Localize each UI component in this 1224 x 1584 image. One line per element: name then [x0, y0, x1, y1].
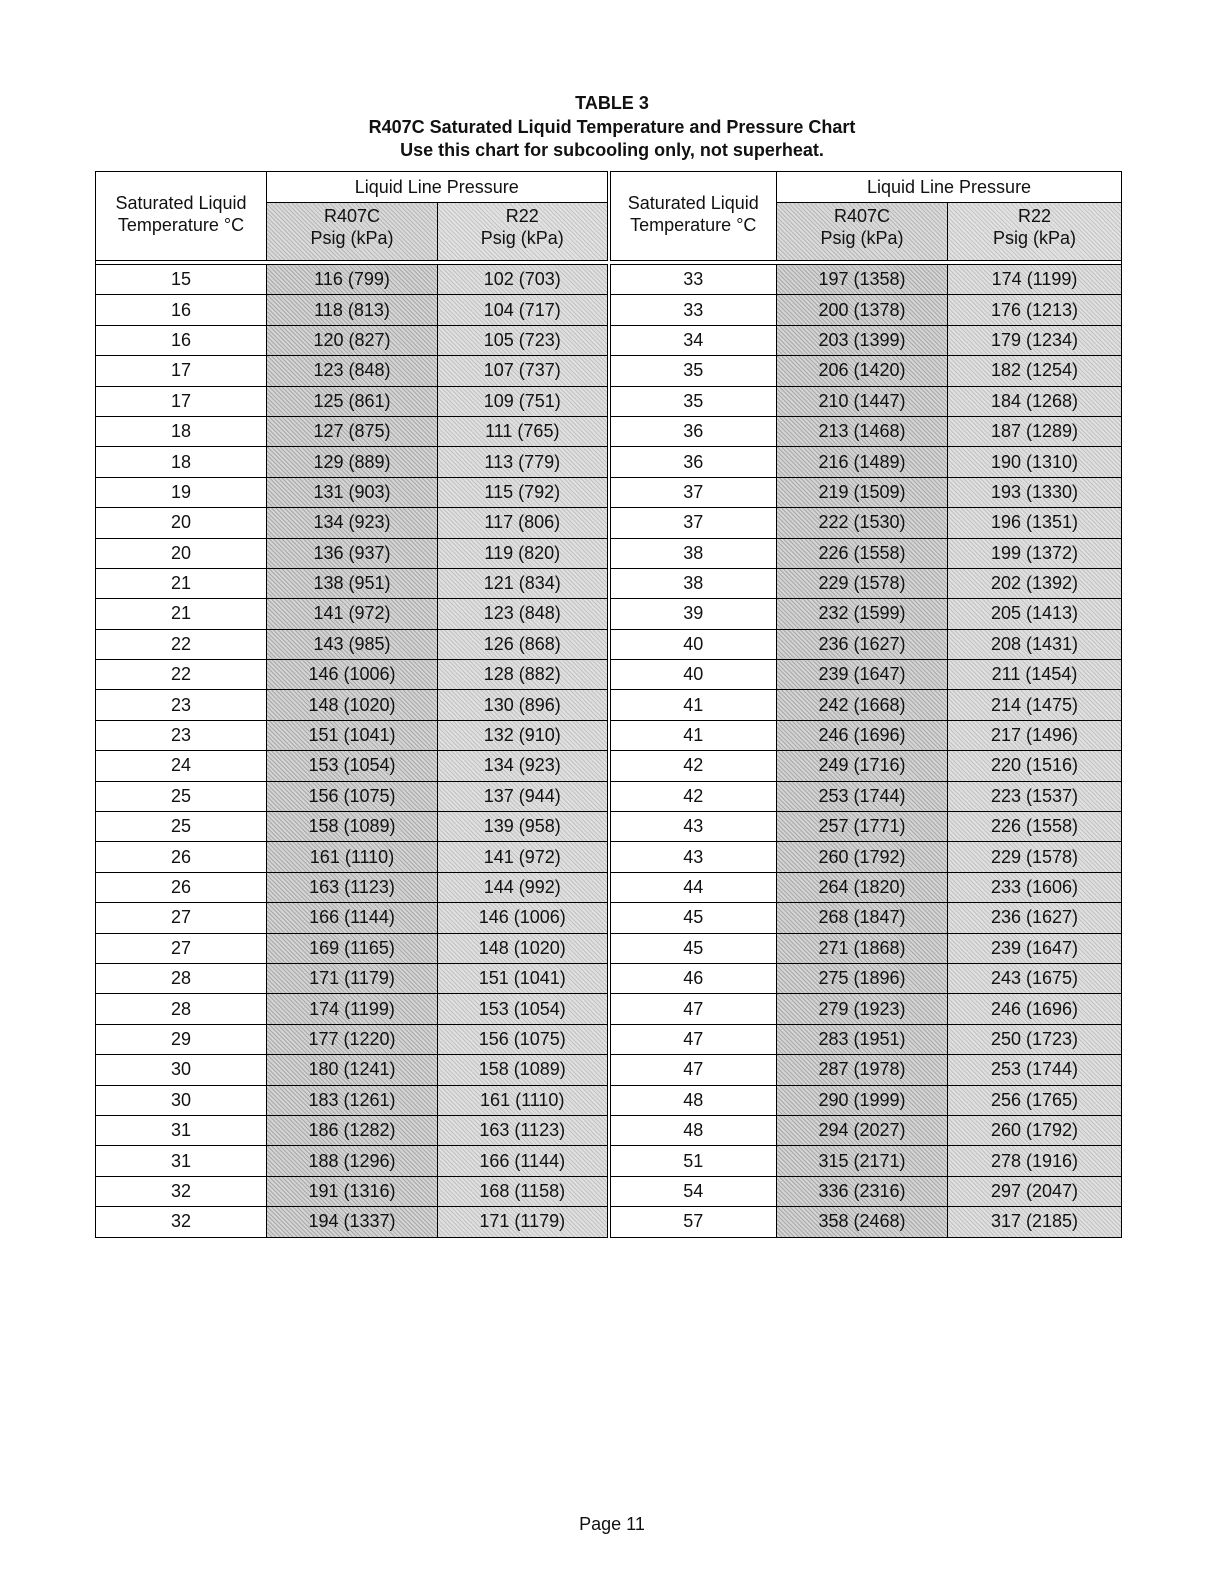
r22-right-cell: 217 (1496)	[948, 720, 1122, 750]
r22-right-cell: 317 (2185)	[948, 1207, 1122, 1237]
r22-left-cell: 117 (806)	[438, 508, 609, 538]
header-r407c-label: R407C	[834, 206, 891, 226]
header-temp-line1: Saturated Liquid	[115, 193, 247, 213]
r407c-left-cell: 136 (937)	[267, 538, 438, 568]
temp-right-cell: 34	[609, 325, 777, 355]
temp-right-cell: 40	[609, 660, 777, 690]
table-row	[96, 1176, 1122, 1206]
header-temperature-left	[96, 172, 267, 261]
r22-left-cell: 148 (1020)	[438, 933, 609, 963]
r407c-left-cell: 194 (1337)	[267, 1207, 438, 1237]
r22-left-cell: 121 (834)	[438, 568, 609, 598]
table-row	[96, 842, 1122, 872]
r22-left-cell: 151 (1041)	[438, 963, 609, 993]
r22-left-cell: 102 (703)	[438, 265, 609, 295]
header-r407c-unit: Psig (kPa)	[310, 228, 394, 248]
header-temperature-right	[609, 172, 777, 261]
temp-left-cell: 15	[96, 265, 267, 295]
temp-right-cell: 42	[609, 751, 777, 781]
r22-right-cell: 226 (1558)	[948, 812, 1122, 842]
temp-right-cell: 41	[609, 690, 777, 720]
r22-left-cell: 163 (1123)	[438, 1115, 609, 1145]
r22-left-cell: 107 (737)	[438, 356, 609, 386]
r407c-right-cell: 358 (2468)	[777, 1207, 948, 1237]
r407c-right-cell: 294 (2027)	[777, 1115, 948, 1145]
r407c-left-cell: 183 (1261)	[267, 1085, 438, 1115]
table-row	[96, 660, 1122, 690]
r22-right-cell: 260 (1792)	[948, 1115, 1122, 1145]
temp-right-cell: 47	[609, 1024, 777, 1054]
r407c-right-cell: 200 (1378)	[777, 295, 948, 325]
r407c-right-cell: 236 (1627)	[777, 629, 948, 659]
r407c-right-cell: 315 (2171)	[777, 1146, 948, 1176]
r22-left-cell: 168 (1158)	[438, 1176, 609, 1206]
r22-left-cell: 128 (882)	[438, 660, 609, 690]
temp-left-cell: 19	[96, 477, 267, 507]
r22-left-cell: 132 (910)	[438, 720, 609, 750]
table-number: TABLE 3	[575, 93, 649, 113]
r22-right-cell: 205 (1413)	[948, 599, 1122, 629]
r407c-left-cell: 129 (889)	[267, 447, 438, 477]
table-body	[96, 265, 1122, 1238]
r22-left-cell: 113 (779)	[438, 447, 609, 477]
r407c-right-cell: 271 (1868)	[777, 933, 948, 963]
r407c-left-cell: 151 (1041)	[267, 720, 438, 750]
temp-left-cell: 30	[96, 1055, 267, 1085]
r22-left-cell: 161 (1110)	[438, 1085, 609, 1115]
r22-left-cell: 153 (1054)	[438, 994, 609, 1024]
r22-right-cell: 176 (1213)	[948, 295, 1122, 325]
temp-left-cell: 17	[96, 356, 267, 386]
header-r407c-left	[267, 203, 438, 261]
table-row	[96, 933, 1122, 963]
table-row	[96, 1055, 1122, 1085]
temp-right-cell: 45	[609, 903, 777, 933]
table-row	[96, 568, 1122, 598]
temp-right-cell: 38	[609, 568, 777, 598]
r22-left-cell: 105 (723)	[438, 325, 609, 355]
table-subtitle: Use this chart for subcooling only, not superheat.	[400, 140, 824, 160]
temp-right-cell: 39	[609, 599, 777, 629]
r22-right-cell: 243 (1675)	[948, 963, 1122, 993]
r407c-left-cell: 148 (1020)	[267, 690, 438, 720]
r22-right-cell: 214 (1475)	[948, 690, 1122, 720]
r22-right-cell: 199 (1372)	[948, 538, 1122, 568]
temp-right-cell: 36	[609, 416, 777, 446]
header-r407c-label: R407C	[323, 206, 381, 226]
temp-right-cell: 33	[609, 295, 777, 325]
table-row	[96, 690, 1122, 720]
r22-right-cell: 190 (1310)	[948, 447, 1122, 477]
temp-right-cell: 48	[609, 1115, 777, 1145]
table-row	[96, 447, 1122, 477]
table-row	[96, 812, 1122, 842]
r407c-right-cell: 253 (1744)	[777, 781, 948, 811]
header-temp-line1: Saturated Liquid	[627, 193, 759, 213]
temp-left-cell: 18	[96, 416, 267, 446]
header-r22-label: R22	[1018, 206, 1052, 226]
r407c-left-cell: 120 (827)	[267, 325, 438, 355]
table-row	[96, 720, 1122, 750]
r407c-left-cell: 191 (1316)	[267, 1176, 438, 1206]
r22-right-cell: 236 (1627)	[948, 903, 1122, 933]
temp-left-cell: 23	[96, 720, 267, 750]
r407c-left-cell: 188 (1296)	[267, 1146, 438, 1176]
r407c-right-cell: 213 (1468)	[777, 416, 948, 446]
table-row	[96, 1085, 1122, 1115]
header-pressure-group-left: Liquid Line Pressure	[267, 172, 609, 203]
table-row	[96, 416, 1122, 446]
temp-right-cell: 44	[609, 872, 777, 902]
header-pressure-group-right: Liquid Line Pressure	[777, 172, 1122, 203]
r22-left-cell: 130 (896)	[438, 690, 609, 720]
r407c-left-cell: 161 (1110)	[267, 842, 438, 872]
table-row	[96, 629, 1122, 659]
table-row	[96, 963, 1122, 993]
temp-left-cell: 24	[96, 751, 267, 781]
temp-left-cell: 16	[96, 295, 267, 325]
r407c-left-cell: 169 (1165)	[267, 933, 438, 963]
r407c-right-cell: 275 (1896)	[777, 963, 948, 993]
table-row	[96, 538, 1122, 568]
header-r22-unit: Psig (kPa)	[480, 228, 564, 248]
r22-right-cell: 184 (1268)	[948, 386, 1122, 416]
r407c-right-cell: 290 (1999)	[777, 1085, 948, 1115]
table-row	[96, 1024, 1122, 1054]
r407c-right-cell: 242 (1668)	[777, 690, 948, 720]
r22-right-cell: 174 (1199)	[948, 265, 1122, 295]
r407c-left-cell: 158 (1089)	[267, 812, 438, 842]
table-row	[96, 386, 1122, 416]
temp-right-cell: 37	[609, 477, 777, 507]
r22-left-cell: 119 (820)	[438, 538, 609, 568]
r22-left-cell: 144 (992)	[438, 872, 609, 902]
r407c-left-cell: 127 (875)	[267, 416, 438, 446]
temp-right-cell: 40	[609, 629, 777, 659]
temp-left-cell: 31	[96, 1146, 267, 1176]
r22-left-cell: 141 (972)	[438, 842, 609, 872]
temp-right-cell: 35	[609, 356, 777, 386]
temp-right-cell: 33	[609, 265, 777, 295]
table-title: R407C Saturated Liquid Temperature and Pressure Chart	[368, 116, 856, 137]
temp-left-cell: 20	[96, 538, 267, 568]
temp-right-cell: 54	[609, 1176, 777, 1206]
temp-left-cell: 20	[96, 508, 267, 538]
r407c-right-cell: 219 (1509)	[777, 477, 948, 507]
r407c-left-cell: 174 (1199)	[267, 994, 438, 1024]
r22-right-cell: 196 (1351)	[948, 508, 1122, 538]
table-row	[96, 356, 1122, 386]
temp-right-cell: 37	[609, 508, 777, 538]
r22-right-cell: 253 (1744)	[948, 1055, 1122, 1085]
header-r22-label: R22	[505, 206, 539, 226]
r407c-right-cell: 203 (1399)	[777, 325, 948, 355]
r407c-left-cell: 153 (1054)	[267, 751, 438, 781]
pressure-chart-table	[95, 171, 1122, 1238]
r22-right-cell: 233 (1606)	[948, 872, 1122, 902]
temp-left-cell: 27	[96, 903, 267, 933]
temp-left-cell: 31	[96, 1115, 267, 1145]
r22-left-cell: 156 (1075)	[438, 1024, 609, 1054]
r407c-right-cell: 239 (1647)	[777, 660, 948, 690]
r22-right-cell: 256 (1765)	[948, 1085, 1122, 1115]
header-r22-right	[948, 203, 1122, 261]
r22-right-cell: 211 (1454)	[948, 660, 1122, 690]
r407c-right-cell: 197 (1358)	[777, 265, 948, 295]
r22-left-cell: 111 (765)	[438, 416, 609, 446]
temp-left-cell: 29	[96, 1024, 267, 1054]
temp-left-cell: 32	[96, 1176, 267, 1206]
temp-left-cell: 26	[96, 872, 267, 902]
header-r22-unit: Psig (kPa)	[993, 228, 1077, 248]
temp-right-cell: 43	[609, 842, 777, 872]
temp-right-cell: 43	[609, 812, 777, 842]
r22-left-cell: 126 (868)	[438, 629, 609, 659]
temp-left-cell: 32	[96, 1207, 267, 1237]
temp-left-cell: 28	[96, 963, 267, 993]
r22-left-cell: 158 (1089)	[438, 1055, 609, 1085]
r407c-right-cell: 249 (1716)	[777, 751, 948, 781]
r407c-right-cell: 206 (1420)	[777, 356, 948, 386]
temp-left-cell: 28	[96, 994, 267, 1024]
r407c-left-cell: 146 (1006)	[267, 660, 438, 690]
temp-right-cell: 47	[609, 1055, 777, 1085]
r407c-right-cell: 287 (1978)	[777, 1055, 948, 1085]
r407c-left-cell: 186 (1282)	[267, 1115, 438, 1145]
temp-right-cell: 35	[609, 386, 777, 416]
temp-left-cell: 21	[96, 599, 267, 629]
r407c-right-cell: 232 (1599)	[777, 599, 948, 629]
table-row	[96, 781, 1122, 811]
temp-left-cell: 18	[96, 447, 267, 477]
r22-right-cell: 278 (1916)	[948, 1146, 1122, 1176]
temp-right-cell: 38	[609, 538, 777, 568]
table-row	[96, 994, 1122, 1024]
temp-left-cell: 25	[96, 812, 267, 842]
temp-right-cell: 36	[609, 447, 777, 477]
r22-right-cell: 193 (1330)	[948, 477, 1122, 507]
table-row	[96, 295, 1122, 325]
r22-left-cell: 115 (792)	[438, 477, 609, 507]
r407c-left-cell: 171 (1179)	[267, 963, 438, 993]
r407c-right-cell: 222 (1530)	[777, 508, 948, 538]
r407c-right-cell: 268 (1847)	[777, 903, 948, 933]
r407c-right-cell: 229 (1578)	[777, 568, 948, 598]
r22-right-cell: 250 (1723)	[948, 1024, 1122, 1054]
table-row	[96, 1115, 1122, 1145]
temp-right-cell: 47	[609, 994, 777, 1024]
temp-right-cell: 46	[609, 963, 777, 993]
temp-right-cell: 45	[609, 933, 777, 963]
r407c-right-cell: 257 (1771)	[777, 812, 948, 842]
table-row	[96, 325, 1122, 355]
temp-left-cell: 22	[96, 629, 267, 659]
r407c-right-cell: 264 (1820)	[777, 872, 948, 902]
r22-left-cell: 166 (1144)	[438, 1146, 609, 1176]
header-temp-line2: Temperature °C	[117, 215, 245, 235]
r407c-left-cell: 118 (813)	[267, 295, 438, 325]
header-r407c-unit: Psig (kPa)	[820, 228, 904, 248]
temp-left-cell: 16	[96, 325, 267, 355]
r407c-left-cell: 177 (1220)	[267, 1024, 438, 1054]
table-row	[96, 1146, 1122, 1176]
temp-right-cell: 42	[609, 781, 777, 811]
r407c-left-cell: 163 (1123)	[267, 872, 438, 902]
r22-left-cell: 109 (751)	[438, 386, 609, 416]
table-row	[96, 751, 1122, 781]
r22-left-cell: 146 (1006)	[438, 903, 609, 933]
table-row	[96, 872, 1122, 902]
table-row	[96, 599, 1122, 629]
r407c-right-cell: 260 (1792)	[777, 842, 948, 872]
header-r407c-right	[777, 203, 948, 261]
header-temp-line2: Temperature °C	[630, 215, 757, 235]
r407c-left-cell: 141 (972)	[267, 599, 438, 629]
r22-right-cell: 182 (1254)	[948, 356, 1122, 386]
temp-left-cell: 23	[96, 690, 267, 720]
temp-left-cell: 26	[96, 842, 267, 872]
r407c-right-cell: 283 (1951)	[777, 1024, 948, 1054]
temp-right-cell: 41	[609, 720, 777, 750]
r22-right-cell: 223 (1537)	[948, 781, 1122, 811]
r22-right-cell: 239 (1647)	[948, 933, 1122, 963]
r407c-right-cell: 246 (1696)	[777, 720, 948, 750]
r22-left-cell: 137 (944)	[438, 781, 609, 811]
table-row	[96, 1207, 1122, 1237]
table-row	[96, 508, 1122, 538]
header-r22-left	[438, 203, 609, 261]
temp-left-cell: 21	[96, 568, 267, 598]
r22-right-cell: 220 (1516)	[948, 751, 1122, 781]
r407c-left-cell: 125 (861)	[267, 386, 438, 416]
r407c-left-cell: 166 (1144)	[267, 903, 438, 933]
page-number: Page 11	[579, 1514, 645, 1534]
r22-right-cell: 246 (1696)	[948, 994, 1122, 1024]
r407c-right-cell: 226 (1558)	[777, 538, 948, 568]
r407c-left-cell: 134 (923)	[267, 508, 438, 538]
r22-left-cell: 139 (958)	[438, 812, 609, 842]
r407c-left-cell: 131 (903)	[267, 477, 438, 507]
r22-right-cell: 208 (1431)	[948, 629, 1122, 659]
r22-left-cell: 171 (1179)	[438, 1207, 609, 1237]
r407c-right-cell: 279 (1923)	[777, 994, 948, 1024]
temp-right-cell: 57	[609, 1207, 777, 1237]
r407c-left-cell: 156 (1075)	[267, 781, 438, 811]
r22-left-cell: 123 (848)	[438, 599, 609, 629]
temp-left-cell: 22	[96, 660, 267, 690]
table-row	[96, 265, 1122, 295]
r407c-right-cell: 210 (1447)	[777, 386, 948, 416]
r407c-left-cell: 143 (985)	[267, 629, 438, 659]
r22-right-cell: 179 (1234)	[948, 325, 1122, 355]
r22-left-cell: 104 (717)	[438, 295, 609, 325]
r407c-left-cell: 116 (799)	[267, 265, 438, 295]
r407c-left-cell: 180 (1241)	[267, 1055, 438, 1085]
r22-right-cell: 229 (1578)	[948, 842, 1122, 872]
table-row	[96, 903, 1122, 933]
temp-left-cell: 25	[96, 781, 267, 811]
temp-left-cell: 17	[96, 386, 267, 416]
r22-right-cell: 187 (1289)	[948, 416, 1122, 446]
r22-left-cell: 134 (923)	[438, 751, 609, 781]
r407c-left-cell: 123 (848)	[267, 356, 438, 386]
r22-right-cell: 202 (1392)	[948, 568, 1122, 598]
temp-left-cell: 27	[96, 933, 267, 963]
temp-left-cell: 30	[96, 1085, 267, 1115]
temp-right-cell: 51	[609, 1146, 777, 1176]
temp-right-cell: 48	[609, 1085, 777, 1115]
table-title-block	[0, 92, 1224, 163]
r407c-right-cell: 336 (2316)	[777, 1176, 948, 1206]
r407c-right-cell: 216 (1489)	[777, 447, 948, 477]
r22-right-cell: 297 (2047)	[948, 1176, 1122, 1206]
r407c-left-cell: 138 (951)	[267, 568, 438, 598]
table-row	[96, 477, 1122, 507]
